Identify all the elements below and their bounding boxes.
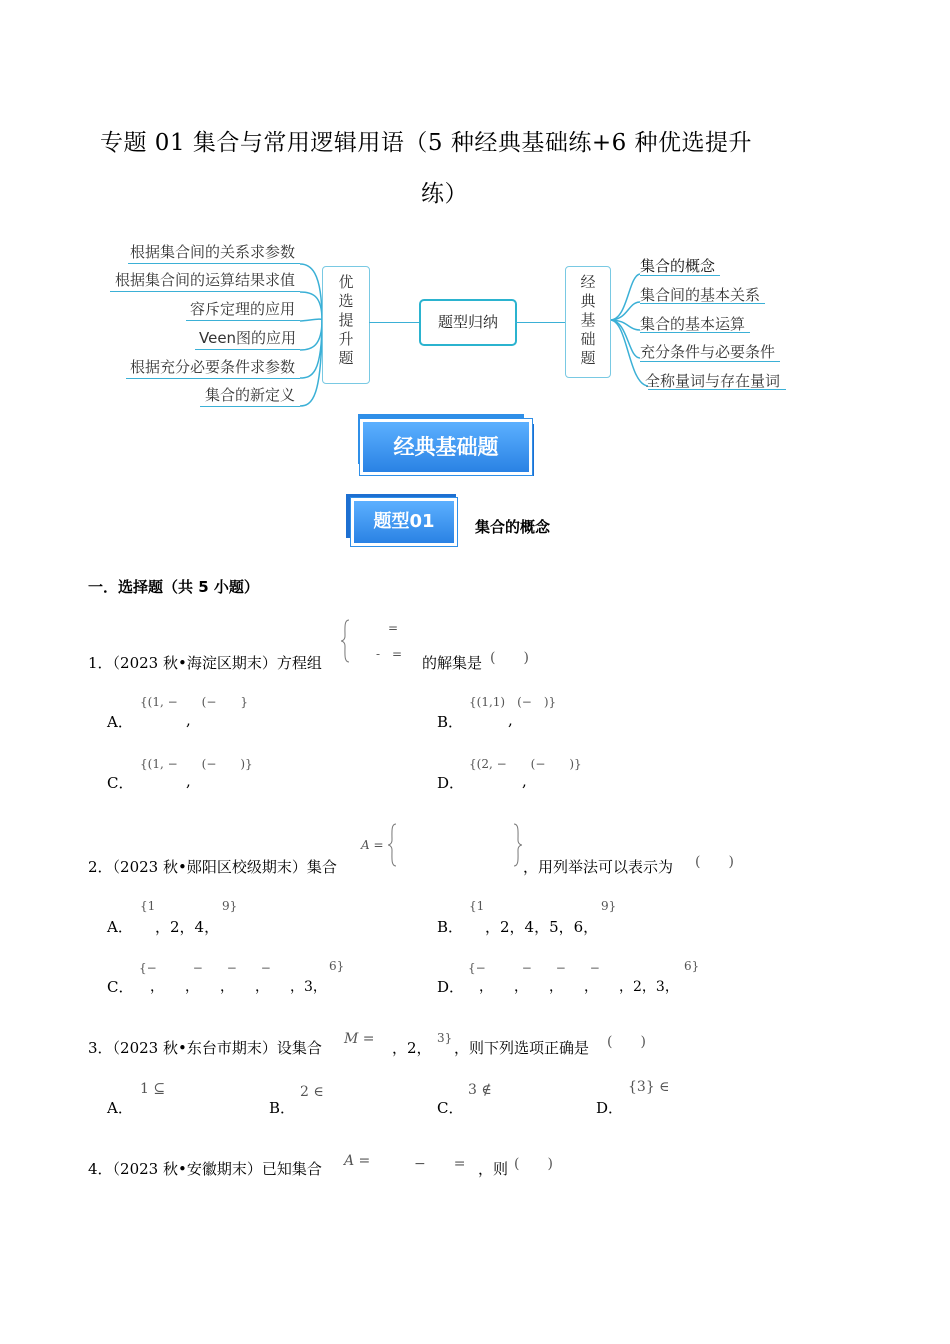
q2-option-d-label: D． [437, 978, 465, 996]
page-title-line2: 练） [421, 181, 468, 207]
q2-option-d-math: {− − − − [468, 961, 600, 975]
q1-eq-top: = [388, 621, 399, 635]
q3-option-c-label: C． [437, 1099, 464, 1117]
q4-stem: 4．（2023 秋•安徽期末）已知集合 [88, 1160, 322, 1178]
q2-option-a-math-end: 9} [222, 899, 238, 913]
right-topic-2: 集合间的基本关系 [640, 286, 761, 304]
left-topic-2: 根据集合间的运算结果求值 [115, 271, 296, 289]
q1-option-d-label: D． [437, 774, 465, 792]
q1-option-c-math: {(1, − (− )} [140, 757, 253, 771]
q1-option-a-sep: , [186, 711, 191, 729]
type-tag: 题型01 [351, 498, 457, 546]
left-topic-4: Veen图的应用 [199, 329, 297, 347]
q3-option-b-math: 2 ∈ [300, 1084, 324, 1100]
q4-set-lhs: A = [344, 1153, 371, 1169]
q2-option-c-label: C． [107, 978, 134, 996]
q1-option-b-math: {(1,1) (− )} [469, 695, 557, 709]
q3-option-d-math: {3} ∈ [628, 1079, 670, 1095]
q1-option-a-math: {(1, − (− } [140, 695, 249, 709]
q3-paren: ( ) [607, 1034, 646, 1050]
q1-option-d-sep: , [522, 772, 527, 790]
section-heading: 一．选择题（共 5 小题） [88, 578, 259, 596]
q3-set-mid: ，2， [392, 1039, 432, 1057]
q3-stem: 3．（2023 秋•东台市期末）设集合 [88, 1039, 322, 1057]
q1-paren: ( ) [490, 650, 529, 666]
q2-right-brace [511, 822, 523, 868]
page-title: 专题 01 集合与常用逻辑用语（5 种经典基础练+6 种优选提升 [100, 130, 753, 156]
q1-stem-end: 的解集是 [422, 654, 483, 672]
q2-option-b-label: B． [437, 918, 464, 936]
q3-option-b-label: B． [269, 1099, 296, 1117]
q2-option-a-math: {1 [140, 899, 156, 913]
q2-set-lhs: A = [361, 838, 384, 852]
q2-option-a-label: A． [107, 918, 133, 936]
q2-left-brace [387, 822, 399, 868]
q2-option-d-text: ， ， ， ， ，2，3， [479, 979, 679, 995]
left-topic-3: 容斥定理的应用 [190, 300, 296, 318]
q2-option-c-math-end: 6} [329, 959, 345, 973]
q1-brace [340, 618, 352, 664]
q1-option-b-label: B． [437, 713, 464, 731]
left-topic-1: 根据集合间的关系求参数 [130, 243, 296, 261]
q2-option-c-text: ， ， ， ， ，3， [150, 979, 327, 995]
q3-option-c-math: 3 ∉ [468, 1082, 492, 1098]
q1-eq-bottom: - = [376, 647, 403, 661]
right-topic-3: 集合的基本运算 [640, 315, 746, 333]
section-banner: 经典基础题 [360, 419, 532, 475]
q1-option-c-sep: , [186, 772, 191, 790]
q3-stem-end: ，则下列选项正确是 [454, 1039, 590, 1057]
q2-option-b-math-end: 9} [601, 899, 617, 913]
q3-option-a-math: 1 ⊆ [140, 1081, 166, 1097]
right-topic-1: 集合的概念 [640, 257, 716, 275]
hub-box: 题型归纳 [419, 299, 517, 346]
q2-option-c-math: {− − − − [139, 961, 271, 975]
q4-paren: ( ) [514, 1156, 553, 1172]
right-topic-4: 充分条件与必要条件 [640, 343, 776, 361]
q4-set-frag: − = [414, 1156, 466, 1172]
q1-option-d-math: {(2, − (− )} [469, 757, 582, 771]
q3-option-d-label: D． [596, 1099, 624, 1117]
q2-stem-end: ，用列举法可以表示为 [523, 858, 674, 876]
q2-paren: ( ) [695, 854, 734, 870]
type-topic: 集合的概念 [475, 518, 551, 536]
q4-stem-end: ，则 [478, 1160, 509, 1178]
q2-stem: 2．（2023 秋•郧阳区校级期末）集合 [88, 858, 337, 876]
q1-stem: 1．（2023 秋•海淀区期末）方程组 [88, 654, 322, 672]
left-topic-5: 根据充分必要条件求参数 [130, 358, 296, 376]
q2-option-a-text: ，2，4， [155, 918, 220, 936]
q2-option-d-math-end: 6} [684, 959, 700, 973]
left-category-box: 优 选 提 升 题 [322, 266, 370, 384]
q3-set-end: 3} [437, 1031, 453, 1045]
q1-option-b-sep: , [508, 711, 513, 729]
q2-option-b-math: {1 [469, 899, 485, 913]
q3-option-a-label: A． [107, 1099, 133, 1117]
q1-option-a-label: A． [107, 713, 133, 731]
right-category-box: 经 典 基 础 题 [565, 266, 611, 378]
left-topic-6: 集合的新定义 [205, 386, 296, 404]
q1-option-c-label: C． [107, 774, 134, 792]
right-topic-5: 全称量词与存在量词 [645, 372, 781, 390]
q2-option-b-text: ，2，4，5，6， [485, 918, 599, 936]
q3-set-lhs: M = [344, 1031, 375, 1047]
